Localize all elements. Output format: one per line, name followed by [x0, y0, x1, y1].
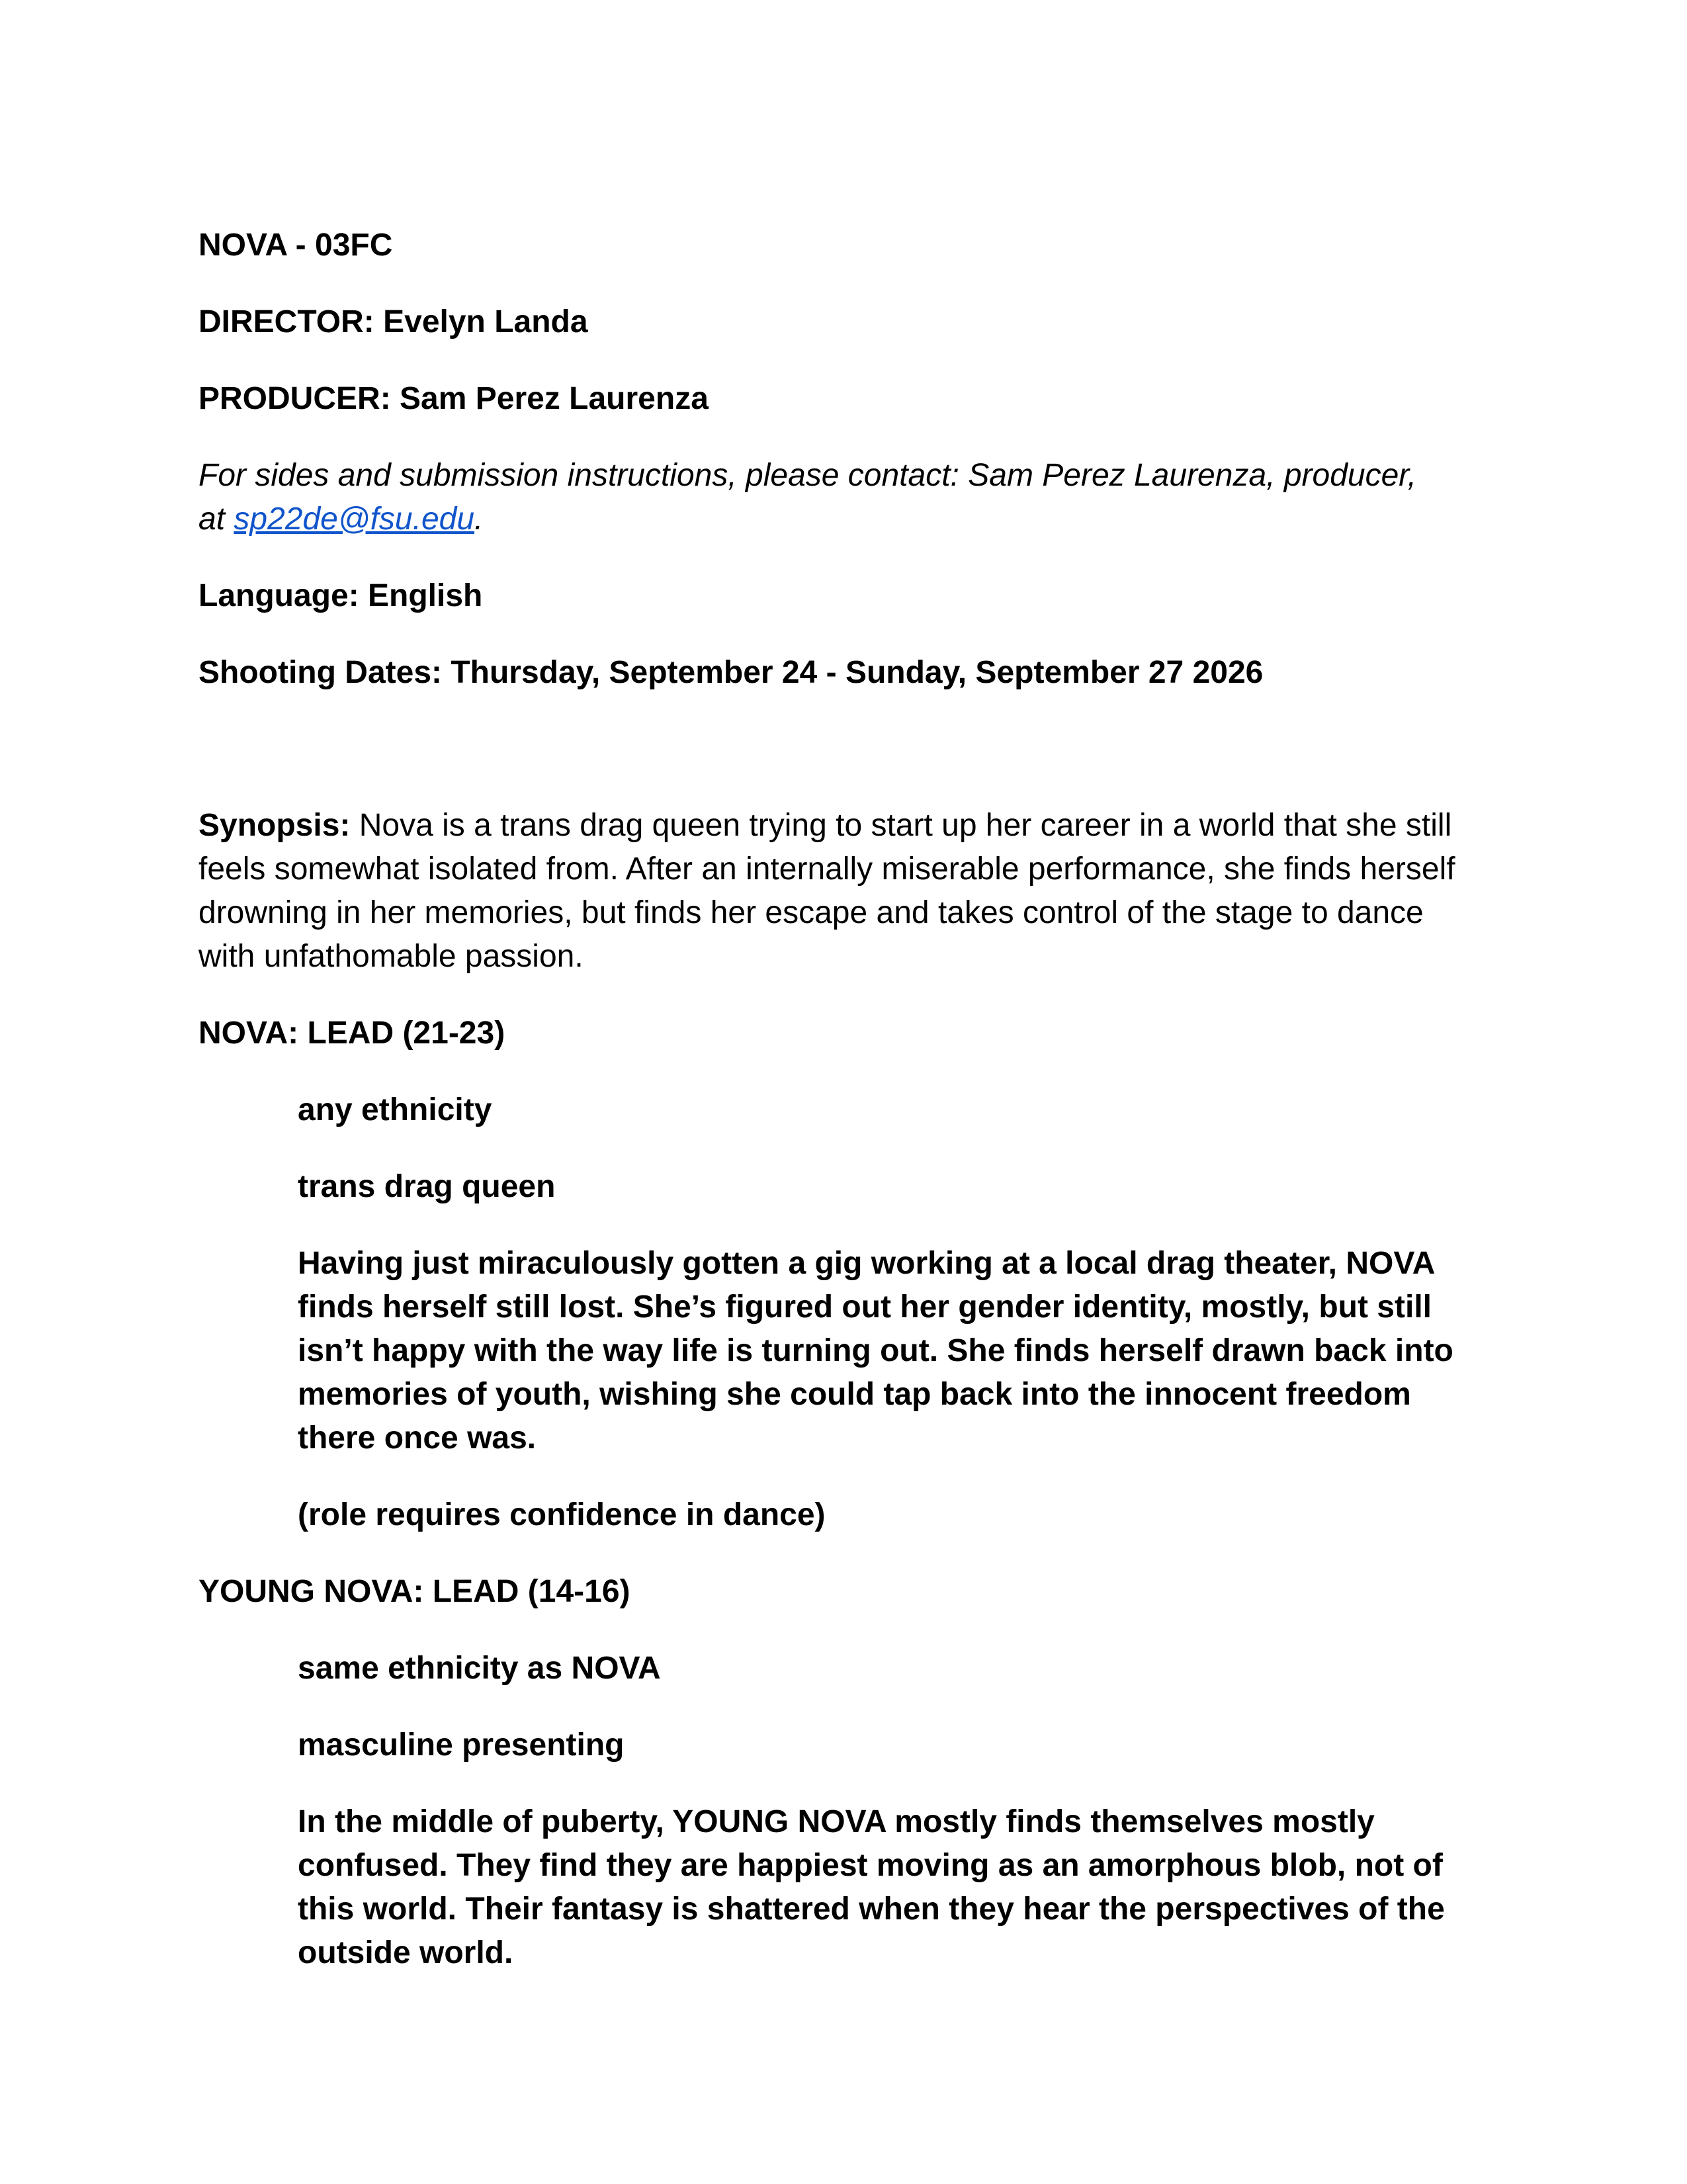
language-line: Language: English [198, 578, 483, 613]
synopsis-paragraph [198, 804, 1489, 979]
role-description: In the middle of puberty, YOUNG NOVA mostly finds themselves mostly confused. They find they are happiest moving as an amorphous blob, not of this world. Their fantasy is shattered when they hear the perspectives of the outside world. [298, 1804, 1445, 1970]
role-requirement: (role requires confidence in dance) [298, 1497, 826, 1532]
synopsis-label: Synopsis: [198, 808, 351, 843]
role-detail-presentation: masculine presenting [298, 1727, 625, 1763]
role-detail-identity: trans drag queen [298, 1169, 556, 1204]
synopsis-text: Nova is a trans drag queen trying to start up her career in a world that she still feels somewhat isolated from. After an internally miserable performance, she finds herself drowning in her memories, but finds her escape and takes control of the stage to dance with unfathomable passion. [198, 808, 1455, 974]
document-page [198, 224, 1489, 2008]
shooting-dates-line: Shooting Dates: Thursday, September 24 - Sunday, September 27 2026 [198, 655, 1264, 690]
role-detail-ethnicity: any ethnicity [298, 1092, 492, 1127]
contact-instructions [198, 454, 1489, 541]
contact-suffix: . [474, 502, 484, 537]
contact-prefix: at [198, 502, 234, 537]
contact-text: For sides and submission instructions, please contact: Sam Perez Laurenza, producer, [198, 458, 1416, 493]
producer-line: PRODUCER: Sam Perez Laurenza [198, 381, 709, 416]
role-heading-nova: NOVA: LEAD (21-23) [198, 1016, 505, 1051]
role-detail-ethnicity: same ethnicity as NOVA [298, 1651, 661, 1686]
contact-email-link[interactable]: sp22de@fsu.edu [234, 502, 475, 537]
director-line: DIRECTOR: Evelyn Landa [198, 304, 588, 339]
role-description: Having just miraculously gotten a gig working at a local drag theater, NOVA finds herself still lost. She’s figured out her gender identity, mostly, but still isn’t happy with the way life is turning out. She finds herself drawn back into memories of youth, wishing she could tap back into the innocent freedom there once was. [298, 1246, 1453, 1456]
project-title: NOVA - 03FC [198, 228, 393, 263]
role-heading-young-nova: YOUNG NOVA: LEAD (14-16) [198, 1574, 630, 1609]
spacer [198, 728, 1489, 804]
